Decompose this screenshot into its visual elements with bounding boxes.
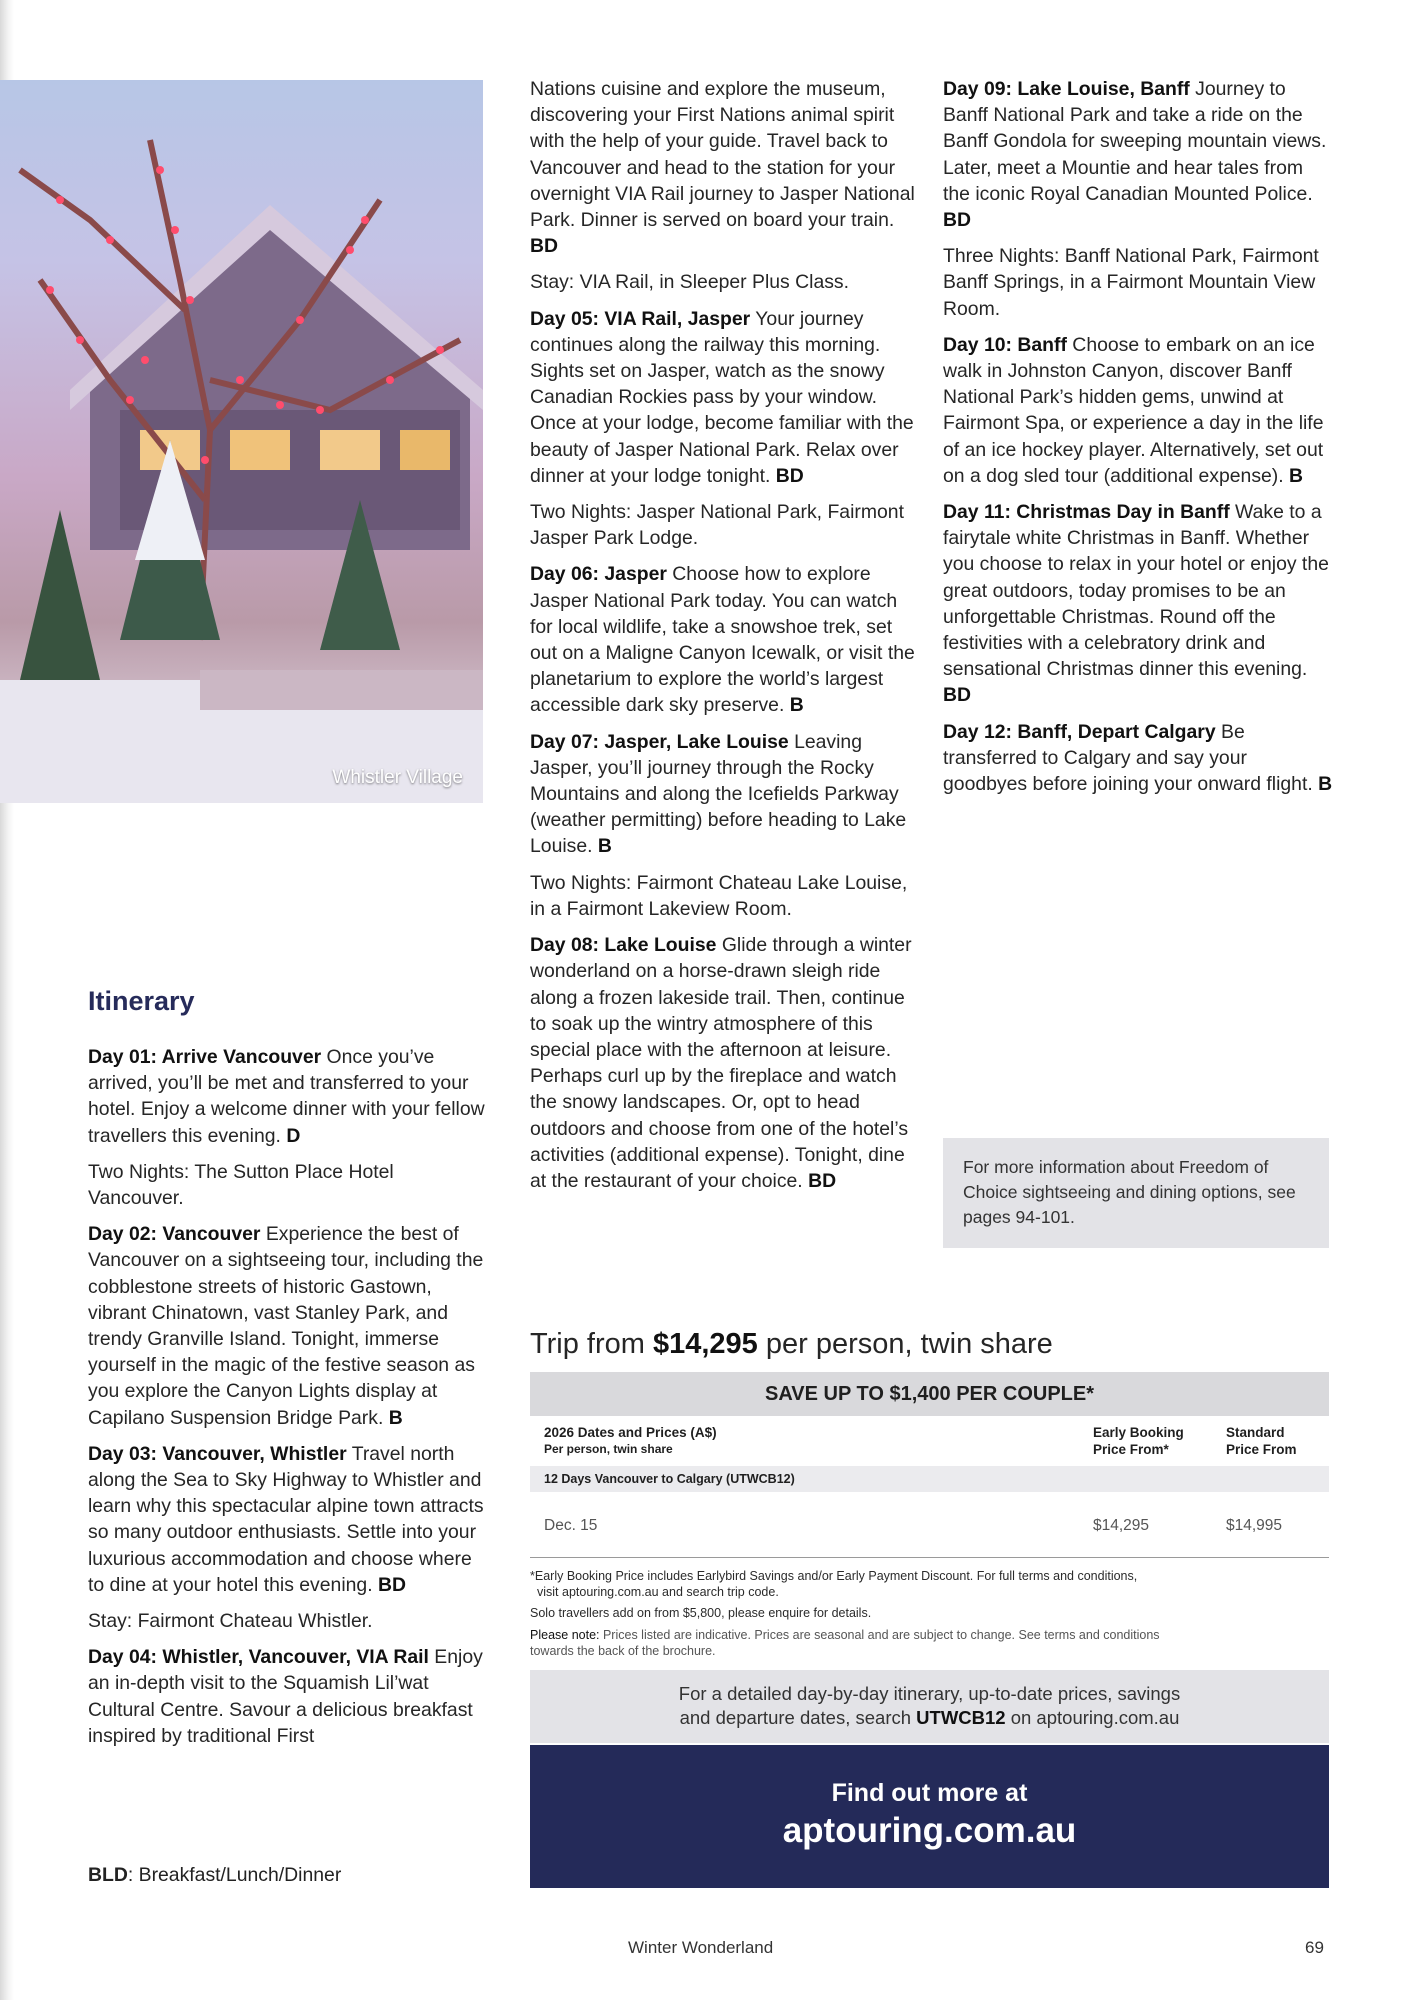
cta-website-link[interactable]: aptouring.com.au <box>782 1811 1077 1850</box>
itinerary-stay <box>88 1159 488 1211</box>
meal-code: BD <box>808 1169 837 1192</box>
search-line-1: For a detailed day-by-day itinerary, up-to-date prices, savings <box>678 1683 1181 1704</box>
header-standard <box>1226 1424 1297 1458</box>
itinerary-day <box>530 561 920 718</box>
itinerary-stay <box>943 243 1333 322</box>
header-standard-line1: Standard <box>1226 1425 1285 1440</box>
header-early-line2: Price From* <box>1093 1442 1169 1457</box>
itinerary-stay <box>530 269 920 295</box>
meal-code: BD <box>943 209 972 232</box>
meal-code: BD <box>775 464 804 487</box>
photo-caption: Whistler Village <box>332 767 463 788</box>
day-description: Journey to Banff National Park and take a ride on the Banff Gondola for sweeping mountain views. Later, meet a Mountie and hear tales from the iconic Royal Canadian Mounted Police. <box>943 78 1327 205</box>
day-description: Your journey continues along the railway this morning. Sights set on Jasper, watch as the snowy Canadian Rockies pass by your window. Once at your lodge, become familiar with the beauty of Jasper National Park. Relax over dinner at your lodge tonight. <box>530 307 914 487</box>
itinerary-heading: Itinerary <box>88 986 195 1016</box>
itinerary-day <box>943 76 1333 233</box>
day-title: Day 03: Vancouver, Whistler <box>88 1442 347 1465</box>
day-title: Day 02: Vancouver <box>88 1223 261 1246</box>
day-title: Day 08: Lake Louise <box>530 934 717 957</box>
day-description: Leaving Jasper, you’ll journey through the Rocky Mountains and along the Icefields Parkway (weather permitting) before heading to Lake Louise. <box>530 730 907 858</box>
meal-code: B <box>597 835 612 858</box>
day-title: Day 10: Banff <box>943 333 1067 356</box>
day-description: Stay: Fairmont Chateau Whistler. <box>88 1610 373 1633</box>
note-label: Please note: <box>530 1628 600 1642</box>
header-early-booking <box>1093 1424 1184 1458</box>
freedom-of-choice-info: For more information about Freedom of Choice sightseeing and dining options, see pages 94-101. <box>943 1138 1329 1248</box>
footnote-line-2: visit aptouring.com.au and search trip code. <box>537 1585 779 1599</box>
legend-text: : Breakfast/Lunch/Dinner <box>127 1864 342 1886</box>
day-description: Two Nights: Fairmont Chateau Lake Louise, in a Fairmont Lakeview Room. <box>530 871 908 920</box>
day-title: Day 06: Jasper <box>530 563 667 586</box>
find-out-more-banner[interactable] <box>530 1745 1329 1888</box>
solo-footnote: Solo travellers add on from $5,800, please enquire for details. <box>530 1606 872 1620</box>
day-title: Day 11: Christmas Day in Banff <box>943 501 1230 524</box>
footer-section-title: Winter Wonderland <box>628 1938 774 1957</box>
meal-code: B <box>1289 464 1304 487</box>
hero-photo <box>0 80 483 803</box>
search-info-box <box>530 1670 1329 1743</box>
route-row: 12 Days Vancouver to Calgary (UTWCB12) <box>530 1466 1329 1492</box>
cta-line-1: Find out more at <box>831 1779 1028 1807</box>
day-title: Day 09: Lake Louise, Banff <box>943 78 1190 100</box>
itinerary-day <box>943 499 1333 709</box>
itinerary-day <box>530 729 920 860</box>
price-row-early: $14,295 <box>1093 1517 1150 1534</box>
trip-price-prefix: Trip from <box>530 1328 653 1360</box>
meal-code: BD <box>377 1573 406 1596</box>
itinerary-stay <box>88 1608 488 1634</box>
note-text-2: towards the back of the brochure. <box>530 1644 716 1658</box>
trip-price-heading <box>530 1328 1053 1361</box>
day-title: Day 07: Jasper, Lake Louise <box>530 730 789 753</box>
search-line-2 <box>530 1706 1329 1730</box>
itinerary-stay <box>530 499 920 551</box>
search-line-2-prefix: and departure dates, search <box>679 1707 917 1728</box>
meal-code: B <box>789 694 804 717</box>
itinerary-day <box>88 1441 488 1598</box>
itinerary-stay <box>530 870 920 922</box>
day-description: Two Nights: The Sutton Place Hotel Vancouver. <box>88 1160 394 1210</box>
day-description: Nations cuisine and explore the museum, discovering your First Nations animal spirit with the help of your guide. Travel back to Vancouver and head to the station for your overnight VIA Rail journey to Jasper National Park. Dinner is served on board your train. <box>530 78 915 232</box>
itinerary-day <box>943 719 1333 798</box>
page-number: 69 <box>1305 1938 1324 1957</box>
itinerary-day <box>530 932 920 1194</box>
note-text: Prices listed are indicative. Prices are seasonal and are subject to change. See terms and conditions <box>599 1628 1160 1642</box>
meal-code: BD <box>943 684 972 707</box>
itinerary-day <box>943 332 1333 489</box>
itinerary-column-3 <box>943 76 1333 807</box>
search-line-2-suffix: on aptouring.com.au <box>1005 1707 1180 1728</box>
trip-price: $14,295 <box>652 1328 758 1360</box>
itinerary-day <box>88 1221 488 1431</box>
day-description: Choose how to explore Jasper National Park today. You can watch for local wildlife, take a snowshoe trek, set out on a Maligne Canyon Icewalk, or visit the planetarium to explore the world’s largest accessible dark sky preserve. <box>530 563 915 717</box>
header-early-line1: Early Booking <box>1093 1425 1184 1440</box>
header-standard-line2: Price From <box>1226 1442 1297 1457</box>
day-description: Be transferred to Calgary and say your goodbyes before joining your onward flight. <box>943 720 1319 796</box>
day-title: Day 04: Whistler, Vancouver, VIA Rail <box>88 1646 429 1669</box>
trip-code: UTWCB12 <box>916 1707 1006 1728</box>
itinerary-column-1 <box>88 1044 488 1759</box>
legend-code: BLD <box>88 1864 128 1886</box>
table-title-text: 2026 Dates and Prices (A$) <box>544 1425 717 1440</box>
table-divider <box>530 1557 1329 1558</box>
itinerary-column-2 <box>530 76 920 1204</box>
price-row-standard: $14,995 <box>1226 1517 1283 1534</box>
save-banner: SAVE UP TO $1,400 PER COUPLE* <box>530 1372 1329 1416</box>
day-description: Glide through a winter wonderland on a horse-drawn sleigh ride along a frozen lakeside trail. Then, continue to soak up the wintry atmosphere of this special place with the afternoon at leisure. Perhaps curl up by the fireplace and watch the snowy landscapes. Or, opt to head outdoors and choose from one of the hotel’s activities (additional expense). Tonight, dine at the restaurant of your choice. <box>530 934 912 1192</box>
day-description: Choose to embark on an ice walk in Johnston Canyon, discover Banff National Park’s hidden gems, unwind at Fairmont Spa, or experience a day in the life of an ice hockey player. Alternatively, set out on a dog sled tour (additional expense). <box>943 333 1324 487</box>
itinerary-day <box>530 306 920 489</box>
table-subtitle: Per person, twin share <box>544 1442 673 1456</box>
meal-code: B <box>1318 773 1333 796</box>
meal-code: D <box>286 1124 301 1147</box>
day-title: Day 01: Arrive Vancouver <box>88 1046 322 1068</box>
itinerary-stay <box>530 76 920 259</box>
day-title: Day 12: Banff, Depart Calgary <box>943 720 1216 743</box>
day-title: Day 05: VIA Rail, Jasper <box>530 307 751 330</box>
footnote-line-1: *Early Booking Price includes Earlybird Savings and/or Early Payment Discount. For full terms and conditions, <box>530 1569 1138 1583</box>
please-note <box>530 1627 1329 1659</box>
day-description: Travel north along the Sea to Sky Highway to Whistler and learn why this spectacular alpine town attracts so many outdoor enthusiasts. Settle into your luxurious accommodation and choose where to dine at your hotel this evening. <box>88 1442 484 1596</box>
trip-price-suffix: per person, twin share <box>757 1328 1053 1360</box>
table-title <box>544 1424 717 1458</box>
day-description: Enjoy an in-depth visit to the Squamish Lil’wat Cultural Centre. Savour a delicious breakfast inspired by traditional First <box>88 1646 483 1747</box>
itinerary-day <box>88 1644 488 1749</box>
price-row-date: Dec. 15 <box>544 1517 598 1534</box>
day-description: Experience the best of Vancouver on a sightseeing tour, including the cobblestone streets of historic Gastown, vibrant Chinatown, vast Stanley Park, and trendy Granville Island. Tonight, immerse yourself in the magic of the festive season as you explore the Canyon Lights display at Capilano Suspension Bridge Park. <box>88 1223 484 1429</box>
day-description: Stay: VIA Rail, in Sleeper Plus Class. <box>530 271 850 294</box>
meal-code: B <box>388 1406 403 1429</box>
day-description: Two Nights: Jasper National Park, Fairmont Jasper Park Lodge. <box>530 501 904 550</box>
day-description: Once you’ve arrived, you’ll be met and transferred to your hotel. Enjoy a welcome dinner with your fellow travellers this evening. <box>88 1046 485 1147</box>
early-booking-footnote <box>530 1568 1329 1600</box>
itinerary-day <box>88 1044 488 1149</box>
meal-code: BD <box>530 235 559 258</box>
day-description: Wake to a fairytale white Christmas in Banff. Whether you choose to relax in your hotel or enjoy the great outdoors, today promises to be an unforgettable Christmas. Round off the festivities with a celebratory drink and sensational Christmas dinner this evening. <box>943 501 1329 681</box>
meal-legend <box>88 1864 341 1887</box>
day-description: Three Nights: Banff National Park, Fairmont Banff Springs, in a Fairmont Mountain View Room. <box>943 245 1319 320</box>
